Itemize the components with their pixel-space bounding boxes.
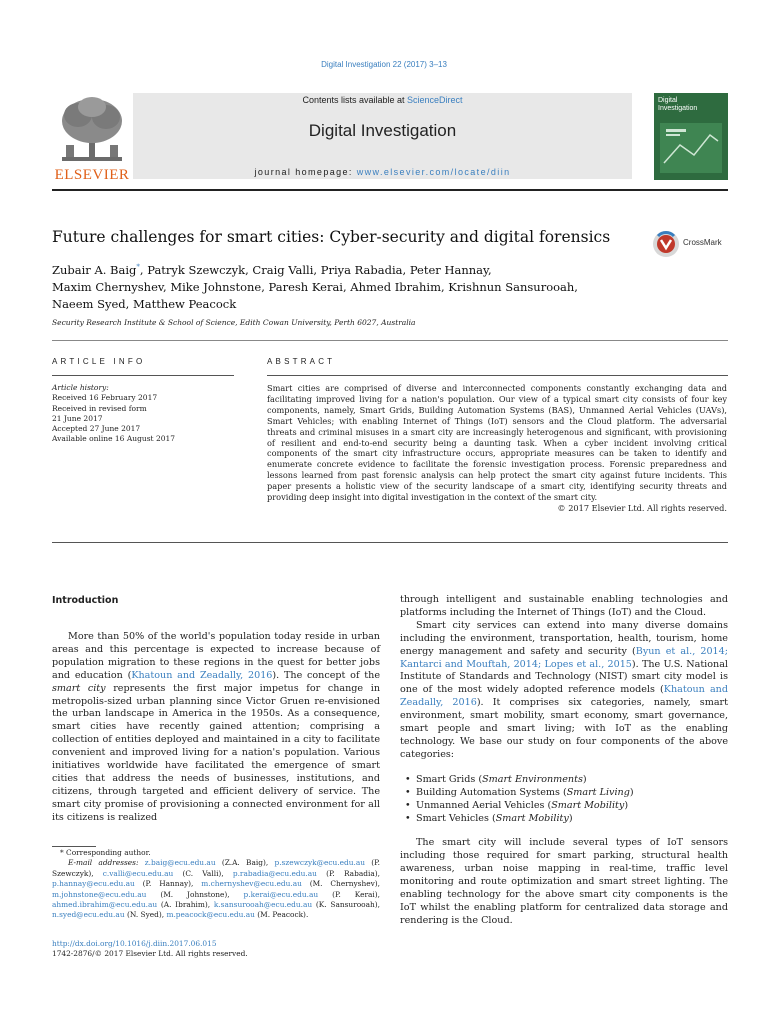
email-link[interactable]: p.kerai@ecu.edu.au — [243, 889, 319, 899]
email-owner: (M. Chernyshev), — [309, 879, 380, 889]
email-owner: (K. Sansurooah), — [315, 900, 380, 910]
history-item: Accepted 27 June 2017 — [52, 424, 141, 434]
abstract-body — [267, 383, 727, 514]
authors-line-2: Maxim Chernyshev, Mike Johnstone, Paresh Kerai, Ahmed Ibrahim, Krishnun Sansurooah, — [52, 279, 578, 294]
email-link[interactable]: m.chernyshev@ecu.edu.au — [201, 879, 302, 889]
history-item: Available online 16 August 2017 — [52, 434, 176, 444]
cover-title — [658, 97, 697, 113]
doi-link[interactable]: http://dx.doi.org/10.1016/j.diin.2017.06.015 — [52, 939, 217, 948]
journal-title: Digital Investigation — [308, 121, 457, 140]
abstract-copyright: © 2017 Elsevier Ltd. All rights reserved. — [557, 502, 727, 513]
email-owner: (P. Szewczyk), — [52, 858, 380, 878]
journal-cover[interactable] — [654, 93, 728, 180]
list-item: • Building Automation Systems (Smart Living) — [416, 787, 728, 800]
article-info-label: ARTICLE INFO — [52, 357, 146, 366]
header-rule — [52, 189, 728, 191]
issn-line: 1742-2876/© 2017 Elsevier Ltd. All rights reserved. — [52, 949, 248, 959]
publisher-logo-text: ELSEVIER — [54, 167, 130, 183]
email-owner: (N. Syed), — [126, 910, 165, 920]
email-label: E-mail addresses: — [68, 858, 139, 868]
section-heading-introduction: Introduction — [52, 595, 119, 606]
abstract-bottom-rule — [52, 542, 728, 543]
email-owner: (A. Ibrahim), — [160, 900, 211, 910]
email-link[interactable]: m.johnstone@ecu.edu.au — [52, 889, 147, 899]
email-link[interactable]: n.syed@ecu.edu.au — [52, 910, 125, 920]
email-owner: (M. Johnstone), — [160, 889, 230, 899]
text-span: ). The U.S. National Institute of Standards and Technology (NIST) smart city model is one of the most widely adopted reference models ( — [400, 658, 728, 696]
first-author[interactable]: Zubair A. Baig — [52, 262, 137, 277]
email-owner: (Z.A. Baig), — [221, 858, 269, 868]
list-item: • Smart Vehicles (Smart Mobility) — [416, 813, 728, 826]
item-category: Smart Living — [566, 786, 630, 798]
intro-paragraph-3: The smart city will include several types of IoT sensors including those required for smart parking, structural health awareness, urban noise mapping in real-time, traffic level monitoring and route optimization and smart street lighting. The enabling technology for the above smart city components is the IoT whilst the enabling platform for centralized data storage and rendering is the Cloud. — [400, 837, 728, 926]
right-column — [400, 594, 728, 928]
email-link[interactable]: p.rabadia@ecu.edu.au — [232, 868, 317, 878]
crossmark-badge[interactable] — [652, 230, 732, 260]
footnote-rule — [52, 846, 96, 847]
authors-line-3: Naeem Syed, Matthew Peacock — [52, 296, 237, 311]
homepage-link[interactable]: www.elsevier.com/locate/diin — [356, 167, 511, 177]
email-owner: (M. Peacock). — [257, 910, 309, 920]
email-owner: (C. Valli), — [182, 868, 224, 878]
component-list — [400, 774, 728, 826]
corresponding-note: * Corresponding author. — [60, 848, 151, 857]
item-name: Smart Vehicles — [416, 812, 489, 824]
citation-link[interactable]: Khatoun and Zeadally, 2016 — [131, 669, 273, 681]
item-name: Building Automation Systems — [416, 786, 560, 798]
text-span: Smart city services can extend into many diverse domains including the environment, transportation, health, tourism, home energy management and safety and security ( — [400, 619, 728, 657]
item-name: Smart Grids — [416, 773, 476, 785]
affiliation: Security Research Institute & School of Science, Edith Cowan University, Perth 6027, Australia — [52, 318, 416, 327]
intro-paragraph-1-cont: through intelligent and sustainable enabling technologies and platforms including the Internet of Things (IoT) and the Cloud. — [400, 594, 728, 618]
cover-art-icon — [660, 123, 722, 173]
item-category: Smart Environments — [482, 773, 583, 785]
history-label: Article history: — [52, 383, 109, 392]
list-item: • Smart Grids (Smart Environments) — [416, 774, 728, 787]
email-link[interactable]: m.peacock@ecu.edu.au — [166, 910, 255, 920]
article-history — [52, 383, 232, 445]
email-owner: (P. Kerai), — [332, 889, 381, 899]
email-owner: (P. Hannay), — [142, 879, 194, 889]
author-list — [52, 259, 652, 313]
item-name: Unmanned Aerial Vehicles — [416, 799, 545, 811]
article-info-rule — [52, 375, 234, 376]
intro-paragraph-1 — [52, 631, 380, 825]
email-list — [52, 858, 380, 920]
citation-link[interactable]: Byun et al., 2014; Kantarci and Mouftah, 2014; Lopes et al., 2015 — [400, 645, 729, 670]
email-owner: (P. Rabadia), — [326, 868, 380, 878]
abstract-rule — [267, 375, 728, 376]
homepage-line — [133, 167, 632, 177]
journal-citation[interactable]: Digital Investigation 22 (2017) 3–13 — [321, 60, 447, 69]
sciencedirect-link[interactable]: ScienceDirect — [407, 95, 463, 105]
text-span: More than 50% of the world's population today reside in urban areas and this percentage is expected to increase because of population migration to these regions in the quest for better jobs and education ( — [52, 631, 380, 681]
history-item: Received 16 February 2017 — [52, 393, 158, 403]
email-link[interactable]: c.valli@ecu.edu.au — [102, 868, 174, 878]
intro-paragraph-2 — [400, 620, 728, 762]
abstract-label: ABSTRACT — [267, 357, 336, 366]
contents-line — [133, 95, 632, 105]
cover-title-line2: Investigation — [658, 105, 698, 112]
left-column — [52, 631, 380, 825]
email-link[interactable]: ahmed.ibrahim@ecu.edu.au — [52, 900, 158, 910]
affiliation-rule — [52, 340, 728, 341]
corresponding-star[interactable]: * — [136, 263, 140, 271]
item-category: Smart Mobility — [551, 799, 625, 811]
doi-block — [52, 939, 248, 960]
article-title: Future challenges for smart cities: Cyber-security and digital forensics — [52, 228, 611, 246]
email-link[interactable]: p.hannay@ecu.edu.au — [52, 879, 135, 889]
abstract-text: Smart cities are comprised of diverse and interconnected components constantly exchanging data and facilitating improved living for a nation's population. Our view of a typical smart city consists of four key components, namely, Smart Grids, Building Automation Systems (BAS), Unmanned Aerial Vehicles (UAVs), Smart Vehicles; with enabling Internet of Things (IoT) sensors and the Cloud platform. The adversarial threats and criminal misuses in a smart city are increasingly heterogenous and significant, with provisioning of resilient and end-to-end security being a daunting task. When a cyber incident involving critical components of the smart city infrastructure occurs, appropriate measures can be taken to identify and enumerate concrete evidence to facilitate the forensic investigation process. Forensic preparedness and lessons learned from past forensic analysis can help protect the smart city against future incidents. This paper presents a holistic view of the security landscape of a smart city, identifying security threats and providing deep insight into digital investigation in the context of the smart city. — [267, 383, 727, 503]
list-item: • Unmanned Aerial Vehicles (Smart Mobility) — [416, 800, 728, 813]
history-item: Received in revised form — [52, 403, 147, 413]
text-span: represents the first major impetus for change in metropolis-sized urban planning since Victor Gruen re-envisioned the urban landscape in America in the 1950s. As a consequence, smart cities have recently gained attention; comprising a collection of entities deployed and maintained in a city to facilitate convenient and improved living for a nation's population. Various initiatives worldwide have facilitated the emergence of smart cities that address the needs of businesses, institutions, and citizens, through targeted and efficient delivery of service. The smart city promise of provisioning a connected environment for all its citizens is realized — [52, 682, 381, 823]
email-link[interactable]: z.baig@ecu.edu.au — [144, 858, 216, 868]
history-item: 21 June 2017 — [52, 413, 103, 423]
authors-line-1-rest: , Patryk Szewczyk, Craig Valli, Priya Rabadia, Peter Hannay, — [139, 262, 492, 277]
cover-title-line1: Digital — [658, 97, 678, 104]
authors-line-1 — [52, 259, 652, 279]
text-span: ). It comprises six categories, namely, smart environment, smart mobility, smart economy, smart governance, smart people and smart living; with IoT as the enabling technology. We base our study on four components of the above categories: — [400, 697, 728, 760]
citation-link[interactable]: Khatoun and Zeadally, 2016 — [400, 684, 728, 709]
email-link[interactable]: p.szewczyk@ecu.edu.au — [274, 858, 366, 868]
journal-banner — [133, 93, 632, 179]
text-span: ). The concept of the — [272, 669, 380, 681]
email-link[interactable]: k.sansurooah@ecu.edu.au — [213, 900, 313, 910]
homepage-prefix: journal homepage: — [254, 167, 357, 177]
emphasis: smart city — [52, 682, 106, 694]
crossmark-icon — [652, 230, 680, 258]
item-category: Smart Mobility — [495, 812, 569, 824]
contents-prefix: Contents lists available at — [302, 95, 408, 105]
crossmark-label: CrossMark — [683, 238, 722, 247]
footnotes — [52, 848, 380, 921]
